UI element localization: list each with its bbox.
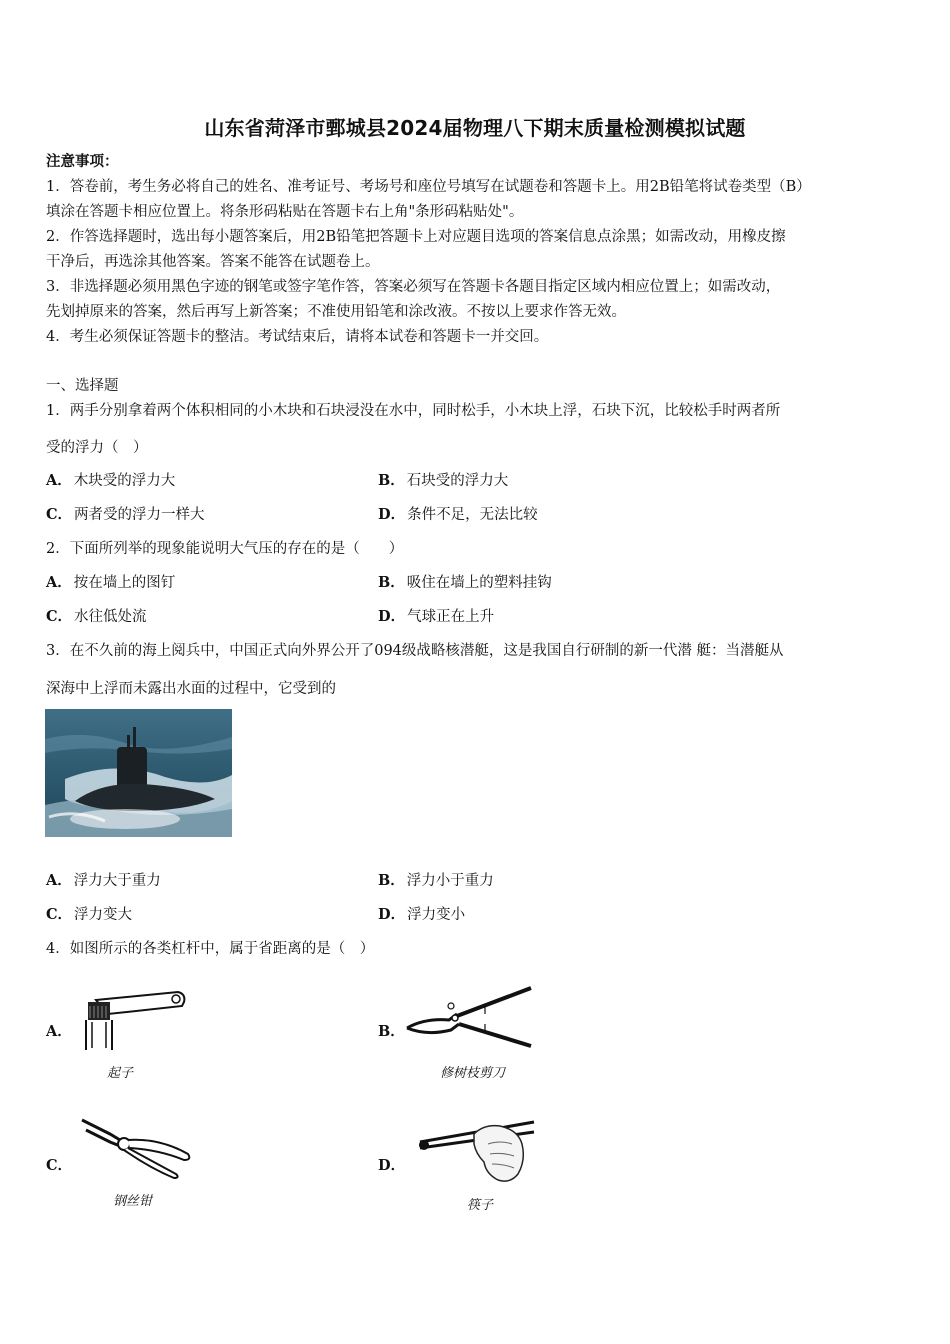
bottle-opener-figure xyxy=(78,988,188,1054)
q2-option-b[interactable] xyxy=(378,574,552,592)
notice-line: 3．非选择题必须用黑色字迹的钢笔或签字笔作答，答案必须写在答题卡各题目指定区域内相应位置上；如需改动， xyxy=(46,279,781,295)
caption-d: 筷子 xyxy=(467,1198,494,1213)
option-text: 吸住在墙上的塑料挂钩 xyxy=(406,575,552,591)
option-text: 浮力小于重力 xyxy=(406,873,494,889)
q3-option-d[interactable] xyxy=(378,906,465,924)
option-text: 两者受的浮力一样大 xyxy=(74,507,205,523)
q1-option-a[interactable] xyxy=(46,472,175,490)
chopsticks-figure xyxy=(414,1114,538,1194)
option-letter: B． xyxy=(378,872,405,889)
notice-line: 4．考生必须保证答题卡的整洁。考试结束后，请将本试卷和答题卡一并交回。 xyxy=(46,329,549,345)
exam-title: 山东省菏泽市鄄城县2024届物理八下期末质量检测模拟试题 xyxy=(204,116,746,140)
q4-option-b[interactable]: B． xyxy=(378,1023,405,1040)
q2-option-d[interactable] xyxy=(378,608,494,626)
pruning-shears-figure xyxy=(405,984,535,1054)
notice-heading: 注意事项： xyxy=(46,153,119,170)
q2-stem: 2．下面所列举的现象能说明大气压的存在的是（ ） xyxy=(46,541,404,557)
caption-b: 修树枝剪刀 xyxy=(440,1066,506,1081)
option-letter: B． xyxy=(378,574,405,591)
option-text: 条件不足，无法比较 xyxy=(407,507,538,523)
q3-option-b[interactable] xyxy=(378,872,494,890)
q3-option-c[interactable] xyxy=(46,906,132,924)
q1-option-b[interactable] xyxy=(378,472,508,490)
q3-stem: 3．在不久前的海上阅兵中，中国正式向外界公开了094级战略核潜艇，这是我国自行研制的新一代潜 艇：当潜艇从 xyxy=(46,643,784,659)
option-text: 水往低处流 xyxy=(74,609,147,625)
option-letter: D． xyxy=(378,506,406,523)
option-letter: B． xyxy=(378,472,405,489)
option-letter: C． xyxy=(46,506,73,523)
submarine-photo xyxy=(45,709,232,837)
option-text: 石块受的浮力大 xyxy=(406,473,509,489)
q1-option-c[interactable] xyxy=(46,506,205,524)
q4-stem: 4．如图所示的各类杠杆中，属于省距离的是（ ） xyxy=(46,941,375,957)
option-text: 按在墙上的图钉 xyxy=(73,575,176,591)
q2-option-c[interactable] xyxy=(46,608,147,626)
caption-a: 起子 xyxy=(107,1066,134,1081)
wire-pliers-figure xyxy=(80,1116,195,1180)
option-letter: A． xyxy=(46,574,72,591)
notice-line: 1．答卷前，考生务必将自己的姓名、准考证号、考场号和座位号填写在试题卷和答题卡上。用2B铅笔将试卷类型（B） xyxy=(46,179,811,195)
notice-line: 填涂在答题卡相应位置上。将条形码粘贴在答题卡右上角"条形码粘贴处"。 xyxy=(46,204,524,220)
option-text: 浮力变大 xyxy=(74,907,133,923)
q4-option-c[interactable]: C． xyxy=(46,1157,73,1174)
option-text: 木块受的浮力大 xyxy=(73,473,176,489)
notice-line: 2．作答选择题时，选出每小题答案后，用2B铅笔把答题卡上对应题目选项的答案信息点涂黑；如需改动，用橡皮擦 xyxy=(46,229,786,245)
option-letter: C． xyxy=(46,906,73,923)
notice-line: 干净后，再选涂其他答案。答案不能答在试题卷上。 xyxy=(46,254,380,270)
q2-option-a[interactable] xyxy=(46,574,175,592)
option-letter: D． xyxy=(378,608,406,625)
q4-option-d[interactable]: D． xyxy=(378,1157,406,1174)
caption-c: 钢丝钳 xyxy=(113,1194,153,1209)
option-text: 浮力变小 xyxy=(407,907,466,923)
q1-stem: 1．两手分别拿着两个体积相同的小木块和石块浸没在水中，同时松手，小木块上浮，石块下沉，比较松手时两者所 xyxy=(46,403,781,419)
notice-line: 先划掉原来的答案，然后再写上新答案；不准使用铅笔和涂改液。不按以上要求作答无效。 xyxy=(46,304,626,320)
option-text: 浮力大于重力 xyxy=(73,873,161,889)
section-heading: 一、选择题 xyxy=(46,378,119,394)
q1-stem-cont: 受的浮力（ ） xyxy=(46,440,148,456)
option-text: 气球正在上升 xyxy=(407,609,495,625)
option-letter: D． xyxy=(378,906,406,923)
option-letter: A． xyxy=(46,472,72,489)
option-letter: A． xyxy=(46,872,72,889)
option-letter: C． xyxy=(46,608,73,625)
q1-option-d[interactable] xyxy=(378,506,538,524)
q3-option-a[interactable] xyxy=(46,872,161,890)
q3-stem-cont: 深海中上浮而未露出水面的过程中，它受到的 xyxy=(46,681,336,697)
q4-option-a[interactable]: A． xyxy=(46,1023,72,1040)
